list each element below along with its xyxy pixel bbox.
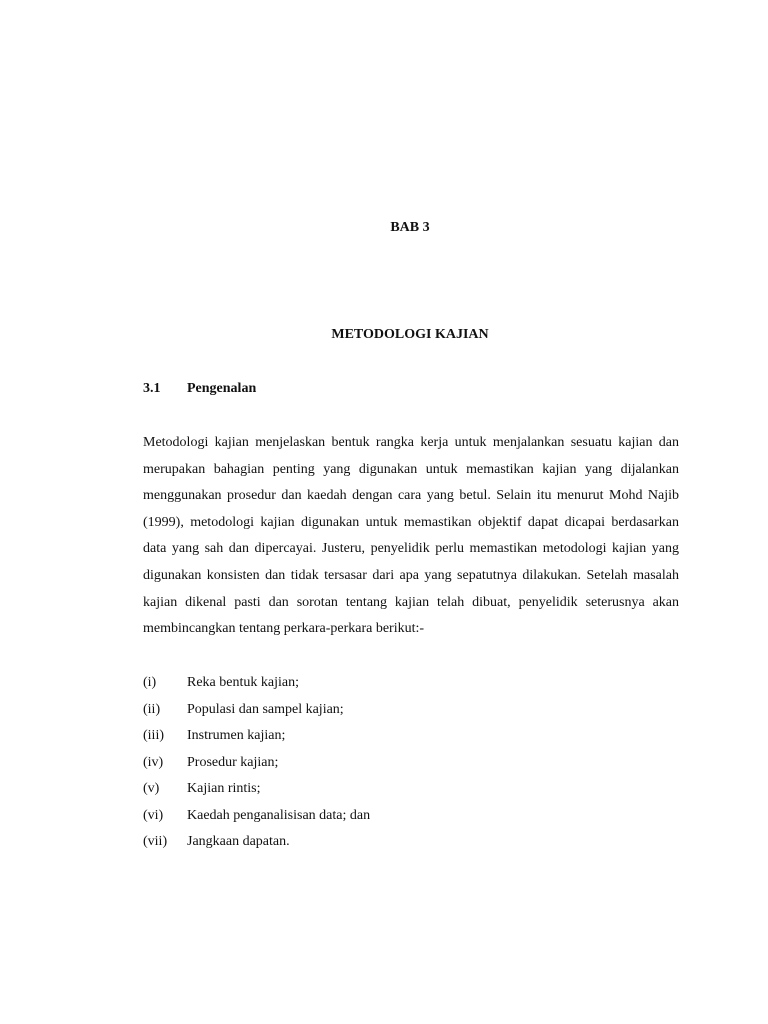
- section-title: Pengenalan: [187, 381, 257, 396]
- list-marker: (i): [143, 675, 157, 690]
- chapter-title: METODOLOGI KAJIAN: [331, 327, 489, 342]
- list-text: Instrumen kajian;: [187, 728, 286, 743]
- list-text: Kajian rintis;: [187, 781, 261, 796]
- topic-list: [143, 670, 679, 856]
- list-item: [143, 670, 679, 697]
- list-text: Prosedur kajian;: [187, 754, 279, 770]
- list-item: [143, 723, 679, 750]
- list-marker: (iv): [143, 754, 164, 770]
- intro-paragraph: Metodologi kajian menjelaskan bentuk rangka kerja untuk menjalankan sesuatu kajian dan merupakan bahagian penting yang digunakan untuk memastikan kajian yang dijalankan menggunakan prosedur dan kaedah dengan cara yang betul. Selain itu menurut Mohd Najib (1999), metodologi kajian digunakan untuk memastikan objektif dapat dicapai berdasarkan data yang sah dan dipercayai. Justeru, penyelidik perlu memastikan metodologi kajian yang digunakan konsisten dan tidak tersasar dari apa yang sepatutnya dilakukan. Setelah masalah kajian dikenal pasti dan sorotan tentang kajian telah dibuat, penyelidik seterusnya akan membincangkan tentang perkara-perkara berikut:-: [143, 435, 679, 637]
- list-text: Populasi dan sampel kajian;: [187, 701, 344, 717]
- section-number: 3.1: [143, 381, 161, 396]
- list-item: [143, 829, 679, 856]
- list-text: Kaedah penganalisisan data; dan: [187, 807, 371, 823]
- list-text: Jangkaan dapatan.: [187, 834, 290, 849]
- list-marker: (v): [143, 781, 160, 796]
- list-marker: (vi): [143, 807, 164, 823]
- list-marker: (iii): [143, 728, 164, 743]
- list-text: Reka bentuk kajian;: [187, 675, 299, 690]
- chapter-label: BAB 3: [390, 220, 430, 235]
- list-item: [143, 697, 679, 724]
- list-item: [143, 803, 679, 830]
- section-heading: [143, 380, 256, 398]
- list-marker: (vii): [143, 834, 168, 849]
- list-marker: (ii): [143, 701, 161, 717]
- list-item: [143, 776, 679, 803]
- list-item: [143, 750, 679, 777]
